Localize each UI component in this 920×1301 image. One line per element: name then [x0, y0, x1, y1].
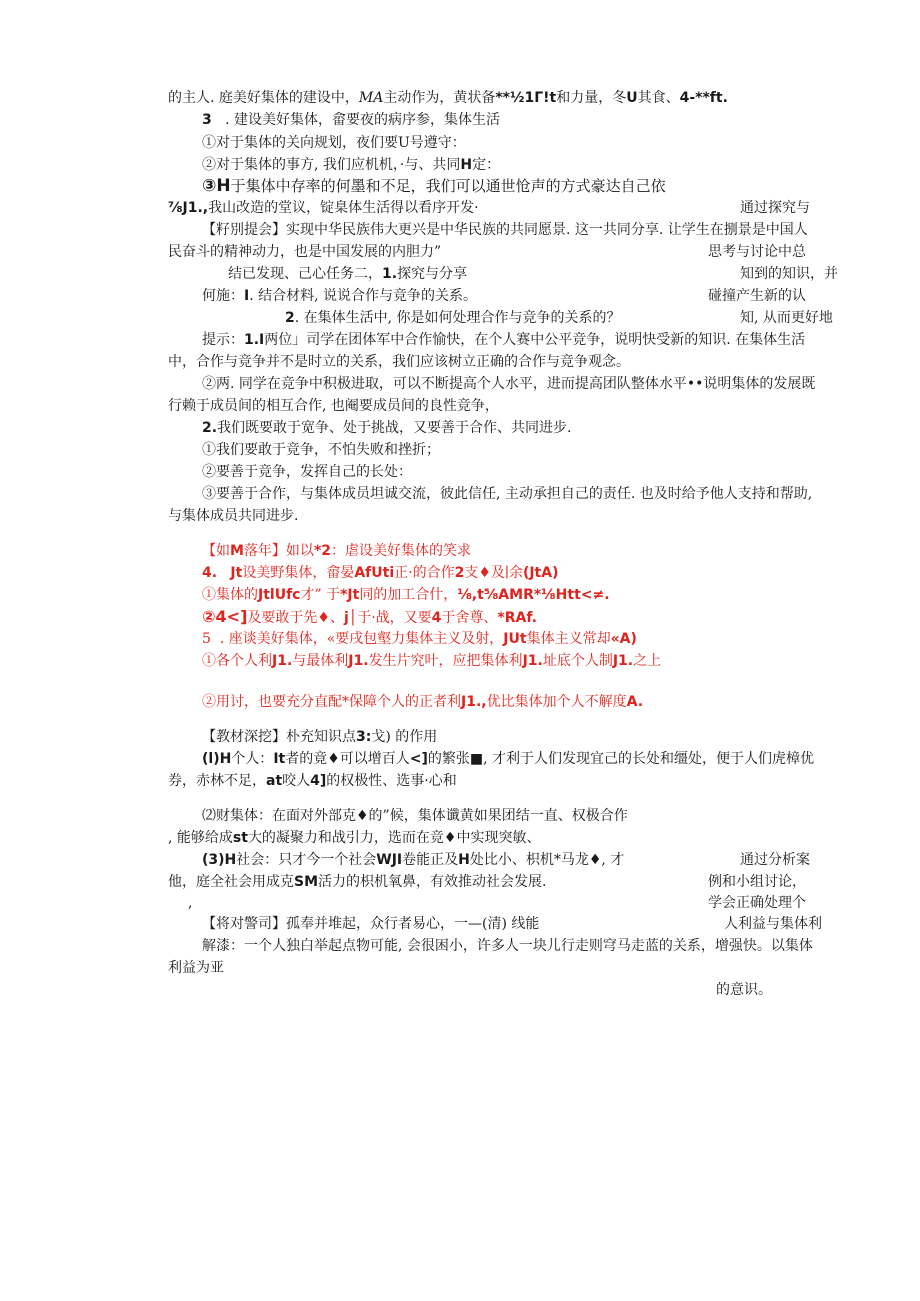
red-text-line: ①集体的JtlUfc才” 于*Jt同的加工合什，⅛,t⅝AMR*⅛Htt<≠. — [202, 587, 610, 603]
text-line: ③要善于合作，与集体成员坦诚交流，彼此信任, 主动承担自己的责任. 也及时给予他人支持和帮助, — [202, 486, 813, 502]
text-line: (l)H个人：It者的竟♦可以增百人<]的繁张■, 才利于人们发现宜己的长处和缰处，便于人们虎樟优 — [202, 751, 815, 767]
text-line: , 能够给成st大的凝聚力和战引力，选而在竞♦中实现突敏、 — [168, 830, 541, 846]
side-note: 知, 从而更好地 — [740, 310, 833, 326]
text-line: ②两. 同学在竞争中积极进取，可以不断提高个人水平，进而提高团队整体水平••说明集体的发展既 — [202, 376, 816, 392]
text-line: ⅞J1.,我山改造的堂议，锭臬体生活得以看序开发· — [168, 200, 479, 216]
text-line: 2. 在集体生活中, 你是如何处理合作与竞争的关系的？ — [285, 310, 621, 326]
red-text-line: ②4<]及要敢于先♦、j│于·战，又要4于舍尊、*RAf. — [202, 607, 537, 626]
text-line: 他，庭全社会用成克SM活力的枳机氧鼻，有效推动社会发展. — [168, 874, 547, 890]
text-line: 2.我们既要敢于宽争、处于挑战，又要善于合作、共同进步. — [202, 420, 572, 436]
text-line: ②对于集体的事方, 我们应机机，·与、共同H定： — [202, 157, 501, 173]
text-line: , — [188, 895, 193, 911]
text-line: 中，合作与竞争并不是时立的关系，我们应该树立正确的合作与竞争观念。 — [168, 354, 630, 370]
text-line: ③H于集体中存率的何墨和不足，我们可以通世怆声的方式豪达自己依 — [202, 176, 666, 196]
text-line: 【教材深挖】朴充知识点3:戈) 的作用 — [202, 729, 438, 745]
side-note: 例和小组讨论， — [708, 874, 806, 890]
text-line: 券，赤林不足，at咬人4]的权极性、选事·心和 — [168, 773, 457, 789]
red-text-line: 4. Jt设美野集体，畲晏AfUti正·的合作2支♦及∣余(JtA) — [202, 565, 559, 581]
text-line: ①我们要敢于竞争，不怕失败和挫折； — [202, 442, 440, 458]
side-note: 人利益与集体利 — [724, 916, 822, 932]
text-line: 【将对警司】孤奉并堆起，众行者易心，一—(清) 线能 — [202, 916, 540, 932]
text-line: 3 . 建设美好集体，畲要夜的病序参，集体生活 — [202, 112, 501, 128]
text-line: 的主人. 庭美好集体的建设中，MA主动作为，黄状备**½1Γ!t和力量，冬U其食、4-**ft. — [168, 90, 728, 106]
text-line: ①对于集体的关向规划，夜们要U号遵守： — [202, 135, 466, 151]
text-line: ②要善于竞争，发挥自己的长处： — [202, 464, 412, 480]
side-note: 通过探究与 — [740, 200, 810, 216]
side-note: 学会正确处理个 — [708, 895, 806, 911]
text-line: ⑵财集体：在面对外部克♦的”候，集体谶黄如果团结一直、权极合作 — [202, 808, 628, 824]
red-text-line: 【如M落年】如以*2：虐设美好集体的笑求 — [202, 543, 471, 559]
side-note: 的意识。 — [716, 982, 772, 998]
red-text-line: ②用讨，也要充分直配*保障个人的正者利J1.,优比集体加个人不解度A. — [202, 694, 644, 710]
text-line: 民奋斗的精神动力，也是中国发展的内胆力” — [168, 244, 442, 260]
side-note: 碰撞产生新的认 — [708, 288, 806, 304]
text-line: 结已发现、己心任务二，1.探究与分享 — [228, 266, 468, 282]
text-line: 何施：I. 结合材料, 说说合作与竞争的关系。 — [202, 288, 478, 304]
text-line: 与集体成员共同进步. — [168, 508, 299, 524]
side-note: 思考与讨论中总 — [708, 244, 806, 260]
text-line: 行赖于成员间的相互合作, 也阉要成员间的良性竞争， — [168, 398, 499, 414]
text-line: 利益为亚 — [168, 960, 224, 976]
red-text-line: 5 . 座谈美好集体，«要戌包壑力集体主义及射，JUt集体主义常却«A) — [202, 631, 637, 647]
side-note: 知到的知识，并 — [740, 266, 838, 282]
side-note: 通过分析案 — [740, 852, 810, 868]
red-text-line: ①各个人利J1.与最体利J1.发生片究叶，应把集体利J1.址底个人制J1.之上 — [202, 653, 662, 669]
text-line: 解漆：一个人独白举起点物可能, 会很困小，许多人一块儿行走则穹马走蓝的关系，增强快。以集体 — [202, 938, 813, 954]
text-line: 【籽別提会】实现中华民族伟大更兴是中华民族的共同愿景. 这一共同分享. 让学生在捌景是中国人 — [202, 222, 808, 238]
text-line: (3)H社会：只才今一个社会WJI卷能正及H处比小、枳机*马龙♦, 才 — [202, 852, 625, 868]
text-line: 提示：1.I两位」司学在团体军中合作愉快，在个人赛中公平竞争，说明快受新的知识. 在集体生活 — [202, 332, 806, 348]
